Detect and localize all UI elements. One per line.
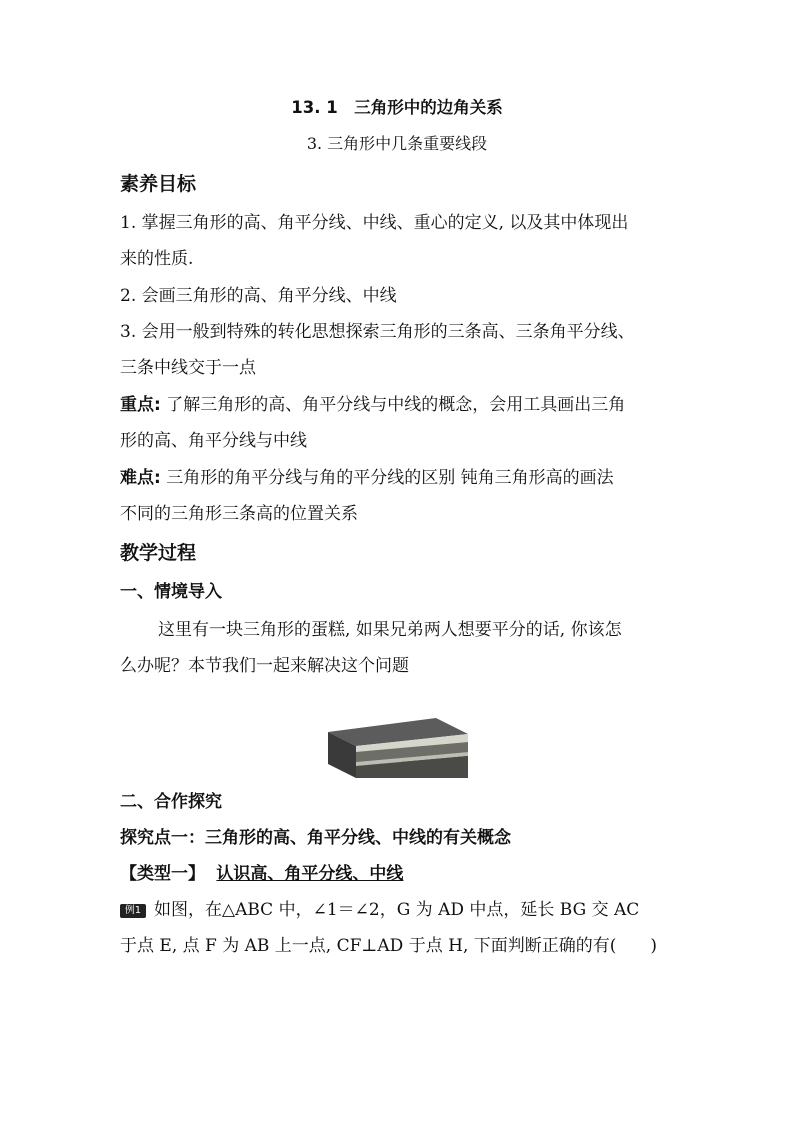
goal-item-2: 2. 会画三角形的高、角平分线、中线	[120, 286, 397, 306]
key-point-label: 重点:	[120, 395, 161, 415]
difficult-point	[120, 466, 614, 490]
part1-text-a: 这里有一块三角形的蛋糕, 如果兄弟两人想要平分的话, 你该怎	[158, 620, 622, 640]
key-point-text-b: 形的高、角平分线与中线	[120, 431, 307, 451]
example-line-a	[120, 898, 639, 922]
part1-heading: 一、情境导入	[120, 582, 222, 602]
difficult-point-text-b: 不同的三角形三条高的位置关系	[120, 504, 358, 524]
key-point-text-a: 了解三角形的高、角平分线与中线的概念，会用工具画出三角	[166, 395, 626, 415]
example-badge: 例1	[120, 904, 146, 918]
goals-heading: 素养目标	[120, 173, 197, 195]
cake-image	[326, 716, 468, 778]
part1-text-b: 么办呢？本节我们一起来解决这个问题	[120, 656, 409, 676]
lesson-title: 13. 1 三角形中的边角关系	[291, 98, 503, 117]
goal-item-1a: 1. 掌握三角形的高、角平分线、中线、重心的定义, 以及其中体现出	[120, 213, 629, 233]
key-point	[120, 393, 625, 417]
difficult-point-label: 难点:	[120, 468, 161, 488]
example-text-a: 如图，在△ABC 中，∠1＝∠2，G 为 AD 中点，延长 BG 交 AC	[154, 900, 640, 920]
explore-point-1: 探究点一：三角形的高、角平分线、中线的有关概念	[120, 828, 511, 848]
type1-title: 认识高、角平分线、中线	[216, 864, 404, 884]
example-text-b: 于点 E, 点 F 为 AB 上一点, CF⊥AD 于点 H, 下面判断正确的有( )	[120, 936, 658, 956]
difficult-point-text-a: 三角形的角平分线与角的平分线的区别 钝角三角形高的画法	[166, 468, 614, 488]
type1-bracket: 【类型一】	[120, 864, 205, 884]
process-heading: 教学过程	[120, 542, 197, 564]
goal-item-3a: 3. 会用一般到特殊的转化思想探索三角形的三条高、三条角平分线、	[120, 322, 635, 342]
goal-item-3b: 三条中线交于一点	[120, 358, 256, 378]
type1-line	[120, 862, 403, 886]
goal-item-1b: 来的性质.	[120, 249, 194, 269]
part2-heading: 二、合作探究	[120, 792, 222, 812]
lesson-subtitle: 3. 三角形中几条重要线段	[306, 134, 488, 153]
